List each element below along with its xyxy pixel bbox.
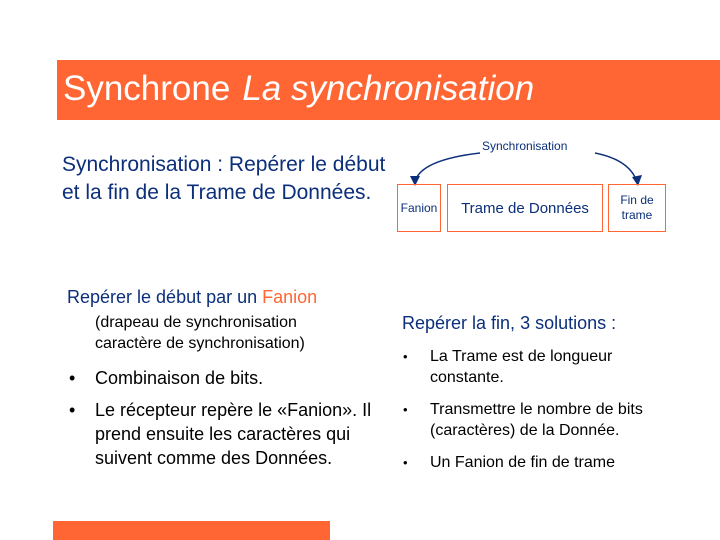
bullet-dot: • xyxy=(403,402,408,417)
bullet-dot: • xyxy=(69,400,76,420)
left-bullet-2: • Le récepteur repère le «Fanion». Il prend ensuite les caractères qui suivent comme des Données. xyxy=(69,400,372,468)
right-bullet-2: • Transmettre le nombre de bits (caractères) de la Donnée. xyxy=(403,401,643,439)
frame-fanion-box: Fanion xyxy=(397,184,441,232)
paren-line-1: (drapeau de synchronisation xyxy=(95,314,297,331)
bullet-dot: • xyxy=(403,349,408,364)
arrow-to-end xyxy=(595,153,637,182)
paren-line-2: caractère de synchronisation) xyxy=(95,335,305,352)
left-head-c: Fanion xyxy=(262,287,318,307)
frame-end-box: Fin de trame xyxy=(608,184,666,232)
title-sub: La synchronisation xyxy=(242,69,535,108)
frame-data-box: Trame de Données xyxy=(447,184,603,232)
sync-label: Synchronisation xyxy=(482,139,568,153)
right-heading xyxy=(402,313,616,334)
left-head-b: par un xyxy=(201,287,263,307)
left-bullet-1: • Combinaison de bits. xyxy=(69,368,264,388)
bullet-dot: • xyxy=(69,368,76,388)
right-head-b: 3 solutions : xyxy=(515,313,617,333)
arrow-to-fanion xyxy=(415,153,480,182)
intro-term: Synchronisation xyxy=(62,153,212,176)
right-head-a: Repérer la fin, xyxy=(402,313,516,333)
left-parenthetical xyxy=(95,312,305,354)
left-heading xyxy=(67,287,317,308)
bottom-accent-bar xyxy=(53,521,330,540)
title-main: Synchrone xyxy=(63,69,231,108)
right-bullet-3: • Un Fanion de fin de trame xyxy=(403,454,615,471)
slide-title xyxy=(63,66,534,112)
intro-rest: : Repérer le début et la fin de la Trame de Données. xyxy=(62,153,386,204)
right-bullet-1: • La Trame est de longueur constante. xyxy=(403,348,613,386)
bullet-dot: • xyxy=(403,455,408,470)
left-head-a: Repérer le début xyxy=(67,287,202,307)
intro-text xyxy=(62,151,392,207)
